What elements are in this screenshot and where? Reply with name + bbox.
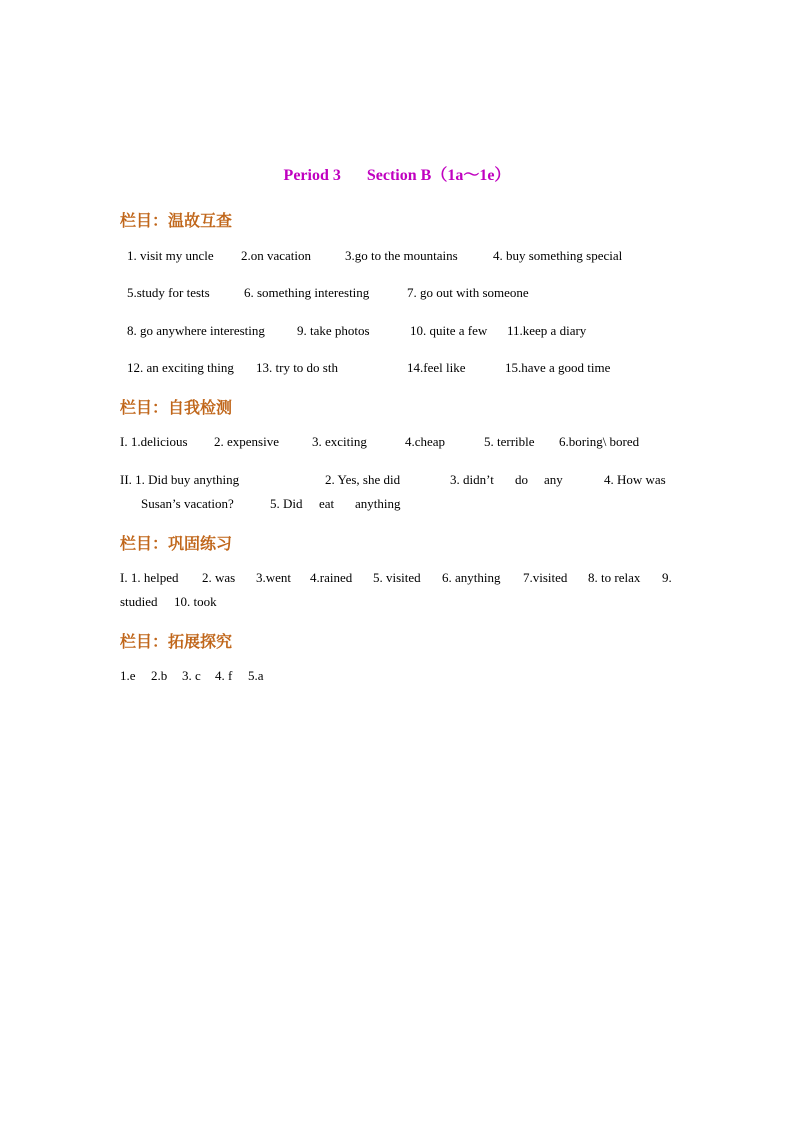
answer-item: 3. c [182,668,201,683]
answer-item: 3. didn’t [450,472,494,487]
section-heading-review: 栏目：温故互查 [120,211,233,230]
answer-item: 2. expensive [214,434,279,449]
answer-item: 6. anything [442,570,501,585]
answer-item: 5.study for tests [127,285,210,300]
answer-item: any [544,472,563,487]
answer-item: 2.on vacation [241,248,312,263]
section-heading-extension: 栏目：拓展探究 [120,632,233,651]
answer-item: 4. f [215,668,233,683]
answer-item: 2. was [202,570,236,585]
answer-item: 10. quite a few [410,323,488,338]
answer-item: 6.boring\ bored [559,434,640,449]
answer-item: 3.went [256,570,292,585]
answer-item: 4.rained [310,570,353,585]
section-heading-self-check: 栏目：自我检测 [120,398,233,417]
title-period: Period 3 [283,167,341,184]
answer-item: II. 1. Did buy anything [120,472,240,487]
answer-item: 8. go anywhere interesting [127,323,265,338]
answer-item: do [515,472,528,487]
answer-item: 12. an exciting thing [127,360,234,375]
answer-item: 4. buy something special [493,248,623,263]
answer-item: 1. visit my uncle [127,248,214,263]
answer-item: 5. visited [373,570,421,585]
answer-item: eat [319,496,335,511]
answer-item: 15.have a good time [505,360,611,375]
answer-item: 2.b [151,668,168,683]
section-heading-consolidation: 栏目：巩固练习 [120,534,233,553]
answer-item: 3. exciting [312,434,367,449]
title-section: Section B（1a～1e） [366,167,511,184]
answer-item: 9. take photos [297,323,370,338]
answer-item: 14.feel like [407,360,466,375]
page-title [0,162,794,185]
answer-item: 13. try to do sth [256,360,338,375]
answer-item: 2. Yes, she did [325,472,401,487]
answer-item: I. 1. helped [120,570,179,585]
answer-item: 7.visited [523,570,568,585]
answer-item: 4. How was [604,472,666,487]
answer-item: anything [355,496,401,511]
answer-item: 9. [662,570,672,585]
answer-item: 4.cheap [405,434,446,449]
answer-item: 1.e [120,668,136,683]
answer-item: Susan’s vacation? [141,496,234,511]
answer-item: I. 1.delicious [120,434,188,449]
answer-item: 5. terrible [484,434,535,449]
answer-item: 11.keep a diary [507,323,587,338]
answer-item: studied [120,594,158,609]
answer-item: 10. took [174,594,217,609]
answer-item: 7. go out with someone [407,285,529,300]
answer-item: 5.a [248,668,264,683]
answer-item: 3.go to the mountains [345,248,458,263]
answer-item: 5. Did [270,496,303,511]
answer-item: 8. to relax [588,570,641,585]
answer-item: 6. something interesting [244,285,370,300]
